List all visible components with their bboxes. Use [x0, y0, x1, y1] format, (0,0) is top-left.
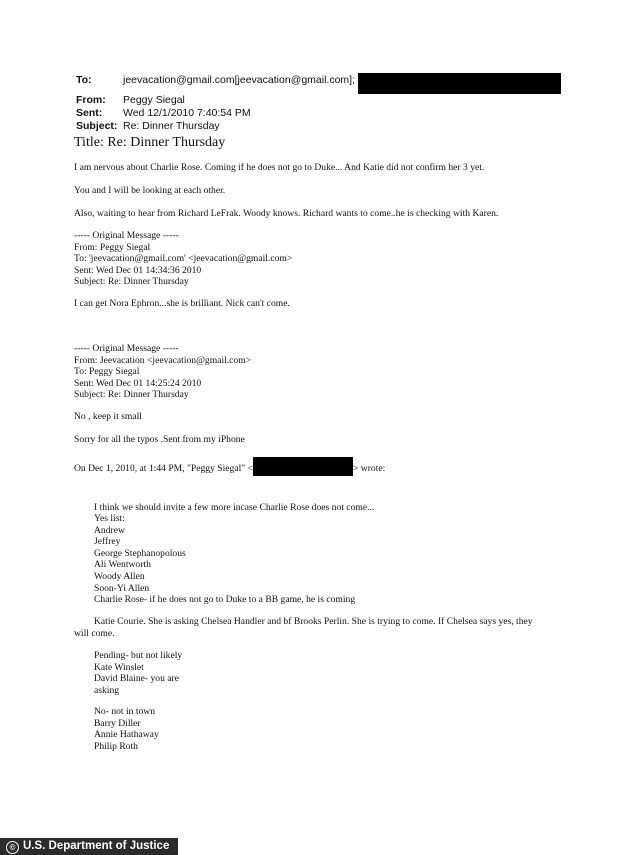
original-sent: Sent: Wed Dec 01 14:25:24 2010 — [74, 377, 202, 389]
from-value: Peggy Siegal — [123, 94, 185, 106]
source-credit — [0, 838, 178, 855]
to-row — [76, 74, 561, 94]
email-title: Title: Re: Dinner Thursday — [74, 135, 226, 150]
original-from: From: Jeevacation <jeevacation@gmail.com> — [74, 354, 252, 366]
pending-list — [94, 650, 182, 696]
quote-intro — [74, 457, 385, 476]
original-to: To: 'jeevacation@gmail.com' <jeevacation@gmail.com> — [74, 253, 293, 265]
to-value: jeevacation@gmail.com[jeevacation@gmail.com]; — [123, 74, 355, 86]
copyright-icon: © — [6, 841, 19, 854]
list-item: No- not in town — [94, 706, 156, 717]
quote-intro-end: > wrote: — [353, 463, 386, 474]
original-subject: Subject: Re: Dinner Thursday — [74, 276, 189, 288]
sent-value: Wed 12/1/2010 7:40:54 PM — [123, 107, 251, 119]
original-from: From: Peggy Siegal — [74, 241, 151, 253]
body-paragraph: I can get Nora Ephron...she is brilliant. Nick can't come. — [74, 298, 290, 309]
list-item: Soon-Yi Allen — [94, 582, 150, 594]
email-header — [76, 74, 561, 133]
redaction-box — [358, 73, 561, 94]
list-item: George Stephanopolous — [94, 547, 186, 559]
from-row — [76, 94, 561, 107]
yes-list — [94, 513, 355, 606]
body-paragraph: You and I will be looking at each other. — [74, 185, 226, 196]
list-item: Kate Winslet — [94, 661, 144, 673]
list-item: Jeffrey — [94, 536, 121, 548]
list-item: Woody Allen — [94, 570, 145, 582]
katie-paragraph-continued: will come. — [74, 628, 115, 639]
list-item: Barry Diller — [94, 717, 141, 729]
redaction-box — [253, 457, 353, 476]
to-label: To: — [76, 74, 92, 86]
original-separator: ----- Original Message ----- — [74, 230, 179, 241]
body-paragraph: I am nervous about Charlie Rose. Coming if he does not go to Duke... And Katie did not confirm her 3 yet. — [74, 162, 485, 173]
list-item: David Blaine- you are — [94, 673, 179, 685]
sent-row — [76, 107, 561, 120]
from-label: From: — [76, 94, 106, 106]
list-item: Pending- but not likely — [94, 650, 183, 661]
original-sent: Sent: Wed Dec 01 14:34:36 2010 — [74, 264, 202, 276]
subject-row — [76, 120, 561, 133]
original-to: To: Peggy Siegal — [74, 366, 140, 378]
original-message-2 — [74, 343, 251, 401]
list-item: Ali Wentworth — [94, 559, 151, 571]
original-separator: ----- Original Message ----- — [74, 343, 179, 354]
list-item: Charlie Rose- if he does not go to Duke to a BB game, he is coming — [94, 594, 356, 606]
original-subject: Subject: Re: Dinner Thursday — [74, 389, 189, 401]
body-paragraph: Also, waiting to hear from Richard LeFrak. Woody knows. Richard wants to come..he is checking with Karen. — [74, 208, 499, 219]
list-item: asking — [94, 684, 120, 696]
quoted-paragraph: I think we should invite a few more incase Charlie Rose does not come... — [94, 502, 375, 513]
list-item: Philip Roth — [94, 740, 138, 752]
katie-paragraph: Katie Courie. She is asking Chelsea Handler and bf Brooks Perlin. She is trying to come. If Chelsea says yes, they — [94, 616, 533, 627]
list-item: Annie Hathaway — [94, 729, 159, 741]
list-item: Yes list: — [94, 513, 125, 524]
sent-label: Sent: — [76, 107, 103, 119]
subject-label: Subject: — [76, 120, 118, 132]
source-credit-text: U.S. Department of Justice — [23, 840, 170, 852]
quote-intro-text: On Dec 1, 2010, at 1:44 PM, "Peggy Siegal" < — [74, 463, 253, 474]
body-paragraph: No , keep it small — [74, 411, 142, 422]
original-message-1 — [74, 230, 292, 288]
body-paragraph: Sorry for all the typos .Sent from my iPhone — [74, 434, 245, 445]
subject-value: Re: Dinner Thursday — [123, 120, 220, 132]
list-item: Andrew — [94, 524, 125, 536]
no-list — [94, 706, 159, 752]
